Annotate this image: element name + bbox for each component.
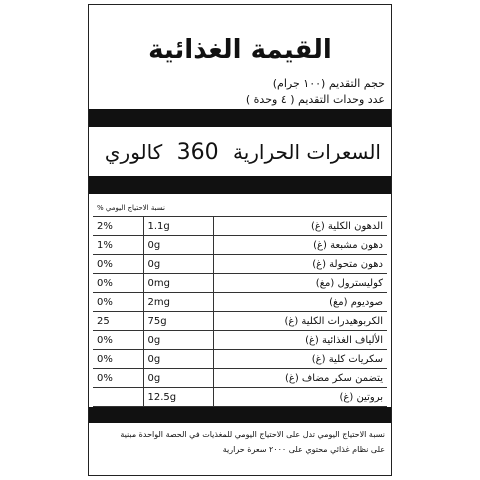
calories-unit: كالوري <box>104 140 163 164</box>
daily-value-header: نسبة الاحتياج اليومي % <box>97 204 165 212</box>
nutrient-row <box>93 388 387 407</box>
nutrient-amount: 12.5g <box>143 388 213 407</box>
nutrient-name: دهون متحولة (غ) <box>213 255 387 274</box>
nutrient-daily-value: 0% <box>93 255 143 274</box>
nutrition-facts-label <box>88 4 392 476</box>
nutrient-name: دهون مشبعة (غ) <box>213 236 387 255</box>
nutrient-daily-value: 2% <box>93 217 143 236</box>
footnote-line-2: على نظام غذائي محتوي على ٢٠٠٠ سعرة حرارية <box>222 445 385 454</box>
servings-count: عدد وحدات التقديم ( ٤ وحدة ) <box>245 93 385 106</box>
nutrient-row <box>93 217 387 236</box>
nutrient-amount: 0g <box>143 331 213 350</box>
nutrient-daily-value: 25 <box>93 312 143 331</box>
nutrient-name: الألياف الغذائية (غ) <box>213 331 387 350</box>
calories-row <box>99 140 381 165</box>
nutrient-daily-value: 1% <box>93 236 143 255</box>
nutrient-amount: 0g <box>143 236 213 255</box>
nutrient-daily-value: 0% <box>93 274 143 293</box>
nutrient-amount: 0g <box>143 255 213 274</box>
nutrient-row <box>93 293 387 312</box>
nutrient-amount: 0g <box>143 369 213 388</box>
calories-label: السعرات الحرارية <box>232 140 381 164</box>
nutrient-row <box>93 255 387 274</box>
nutrient-amount: 1.1g <box>143 217 213 236</box>
thick-divider-bottom <box>89 407 391 423</box>
nutrient-name: الكربوهيدرات الكلية (غ) <box>213 312 387 331</box>
nutrient-daily-value: 0% <box>93 331 143 350</box>
nutrient-amount: 2mg <box>143 293 213 312</box>
calories-value: 360 <box>176 140 219 165</box>
footnote-line-1: نسبة الاحتياج اليومي تدل على الاحتياج اليومي للمغذيات في الحصة الواحدة مبنية <box>120 430 385 439</box>
nutrient-daily-value: 0% <box>93 369 143 388</box>
nutrient-row <box>93 350 387 369</box>
label-title: القيمة الغذائية <box>148 35 332 65</box>
nutrient-name: سكريات كلية (غ) <box>213 350 387 369</box>
serving-size: حجم التقديم (١٠٠ جرام) <box>272 77 385 90</box>
nutrient-amount: 0g <box>143 350 213 369</box>
nutrient-row <box>93 312 387 331</box>
nutrient-name: يتضمن سكر مضاف (غ) <box>213 369 387 388</box>
nutrient-row <box>93 236 387 255</box>
nutrient-daily-value <box>93 388 143 407</box>
thick-divider-middle <box>89 176 391 194</box>
nutrient-row <box>93 274 387 293</box>
nutrient-amount: 75g <box>143 312 213 331</box>
nutrient-amount: 0mg <box>143 274 213 293</box>
nutrient-daily-value: 0% <box>93 293 143 312</box>
nutrient-daily-value: 0% <box>93 350 143 369</box>
nutrients-table <box>93 216 387 407</box>
thick-divider-top <box>89 109 391 127</box>
nutrient-row <box>93 369 387 388</box>
nutrient-name: الدهون الكلية (غ) <box>213 217 387 236</box>
nutrient-name: كوليسترول (مغ) <box>213 274 387 293</box>
nutrient-row <box>93 331 387 350</box>
nutrient-name: صوديوم (مغ) <box>213 293 387 312</box>
nutrient-name: بروتين (غ) <box>213 388 387 407</box>
